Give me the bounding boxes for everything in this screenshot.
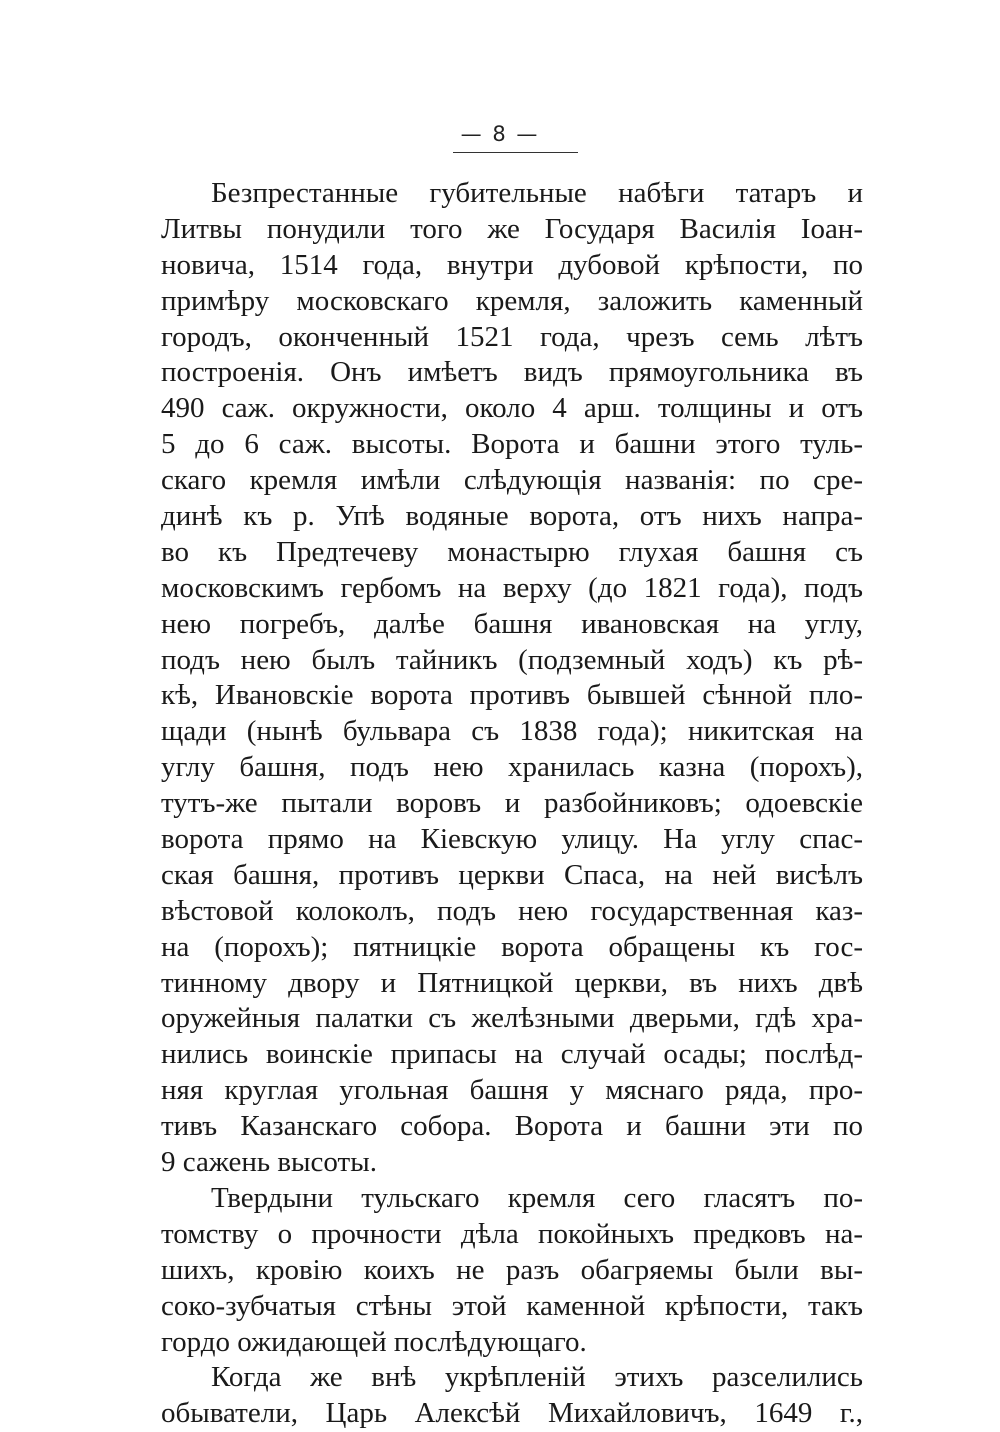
text-line: динѣ къ р. Упѣ водяные ворота, отъ нихъ напра- <box>161 500 863 533</box>
text-line: щади (нынѣ бульвара съ 1838 года); никитская на <box>161 715 863 748</box>
text-line: московскимъ гербомъ на верху (до 1821 года), подъ <box>161 571 863 604</box>
text-line: примѣру московскаго кремля, заложить каменный <box>161 284 863 317</box>
text-line: подъ нею былъ тайникъ (подземный ходъ) къ рѣ- <box>161 643 863 676</box>
text-line: кѣ, Ивановскіе ворота противъ бывшей сѣнной пло- <box>161 679 863 712</box>
page-body-text <box>161 176 863 1432</box>
text-line: 5 до 6 саж. высоты. Ворота и башни этого туль- <box>161 428 863 461</box>
text-line: 490 саж. окружности, около 4 арш. толщины и отъ <box>161 392 863 425</box>
text-line: Когда же внѣ укрѣпленій этихъ разселились <box>211 1361 863 1394</box>
text-line: Безпрестанные губительные набѣги татаръ и <box>211 177 863 209</box>
text-line: тутъ-же пытали воровъ и разбойниковъ; одоевскіе <box>161 787 863 820</box>
text-line: скаго кремля имѣли слѣдующія названія: по сре- <box>161 464 863 497</box>
text-line: нились воинскіе припасы на случай осады; послѣд- <box>161 1038 863 1071</box>
text-line: новича, 1514 года, внутри дубовой крѣпости, по <box>161 248 863 281</box>
text-line: томству о прочности дѣла покойныхъ предковъ на- <box>161 1217 863 1250</box>
text-line: Твердыни тульскаго кремля сего гласятъ по- <box>211 1181 863 1214</box>
text-line: гордо ожидающей послѣдующаго. <box>161 1325 587 1358</box>
text-line: построенія. Онъ имѣетъ видъ прямоугольника въ <box>161 356 863 389</box>
text-line: шихъ, кровію коихъ не разъ обагряемы были вы- <box>161 1253 863 1286</box>
text-line: нею погребъ, далѣе башня ивановская на углу, <box>161 607 863 640</box>
header-rule <box>453 152 578 153</box>
text-line: ская башня, противъ церкви Спаса, на ней висѣлъ <box>161 858 863 891</box>
text-line: няя круглая угольная башня у мяснаго ряда, про- <box>161 1074 863 1107</box>
text-line: углу башня, подъ нею хранилась казна (порохъ), <box>161 751 863 784</box>
text-line: 9 сажень высоты. <box>161 1146 377 1179</box>
page-number: — 8 — <box>460 122 540 146</box>
text-line: оружейныя палатки съ желѣзными дверьми, гдѣ хра- <box>161 1002 863 1035</box>
text-line: обыватели, Царь Алексѣй Михайловичъ, 1649 г., <box>161 1397 863 1430</box>
text-line: городъ, оконченный 1521 года, чрезъ семь лѣтъ <box>161 320 863 353</box>
text-line: соко-зубчатыя стѣны этой каменной крѣпости, такъ <box>161 1289 863 1322</box>
text-line: тивъ Казанскаго собора. Ворота и башни эти по <box>161 1110 863 1143</box>
text-line: во къ Предтечеву монастырю глухая башня съ <box>161 535 863 568</box>
text-line: ворота прямо на Кіевскую улицу. На углу спас- <box>161 823 863 856</box>
text-line: тинному двору и Пятницкой церкви, въ нихъ двѣ <box>161 966 863 999</box>
text-line: вѣстовой колоколъ, подъ нею государственная каз- <box>161 894 863 927</box>
text-line: Литвы понудили того же Государя Василія Іоан- <box>161 212 863 245</box>
text-line: на (порохъ); пятницкіе ворота обращены къ гос- <box>161 930 863 963</box>
